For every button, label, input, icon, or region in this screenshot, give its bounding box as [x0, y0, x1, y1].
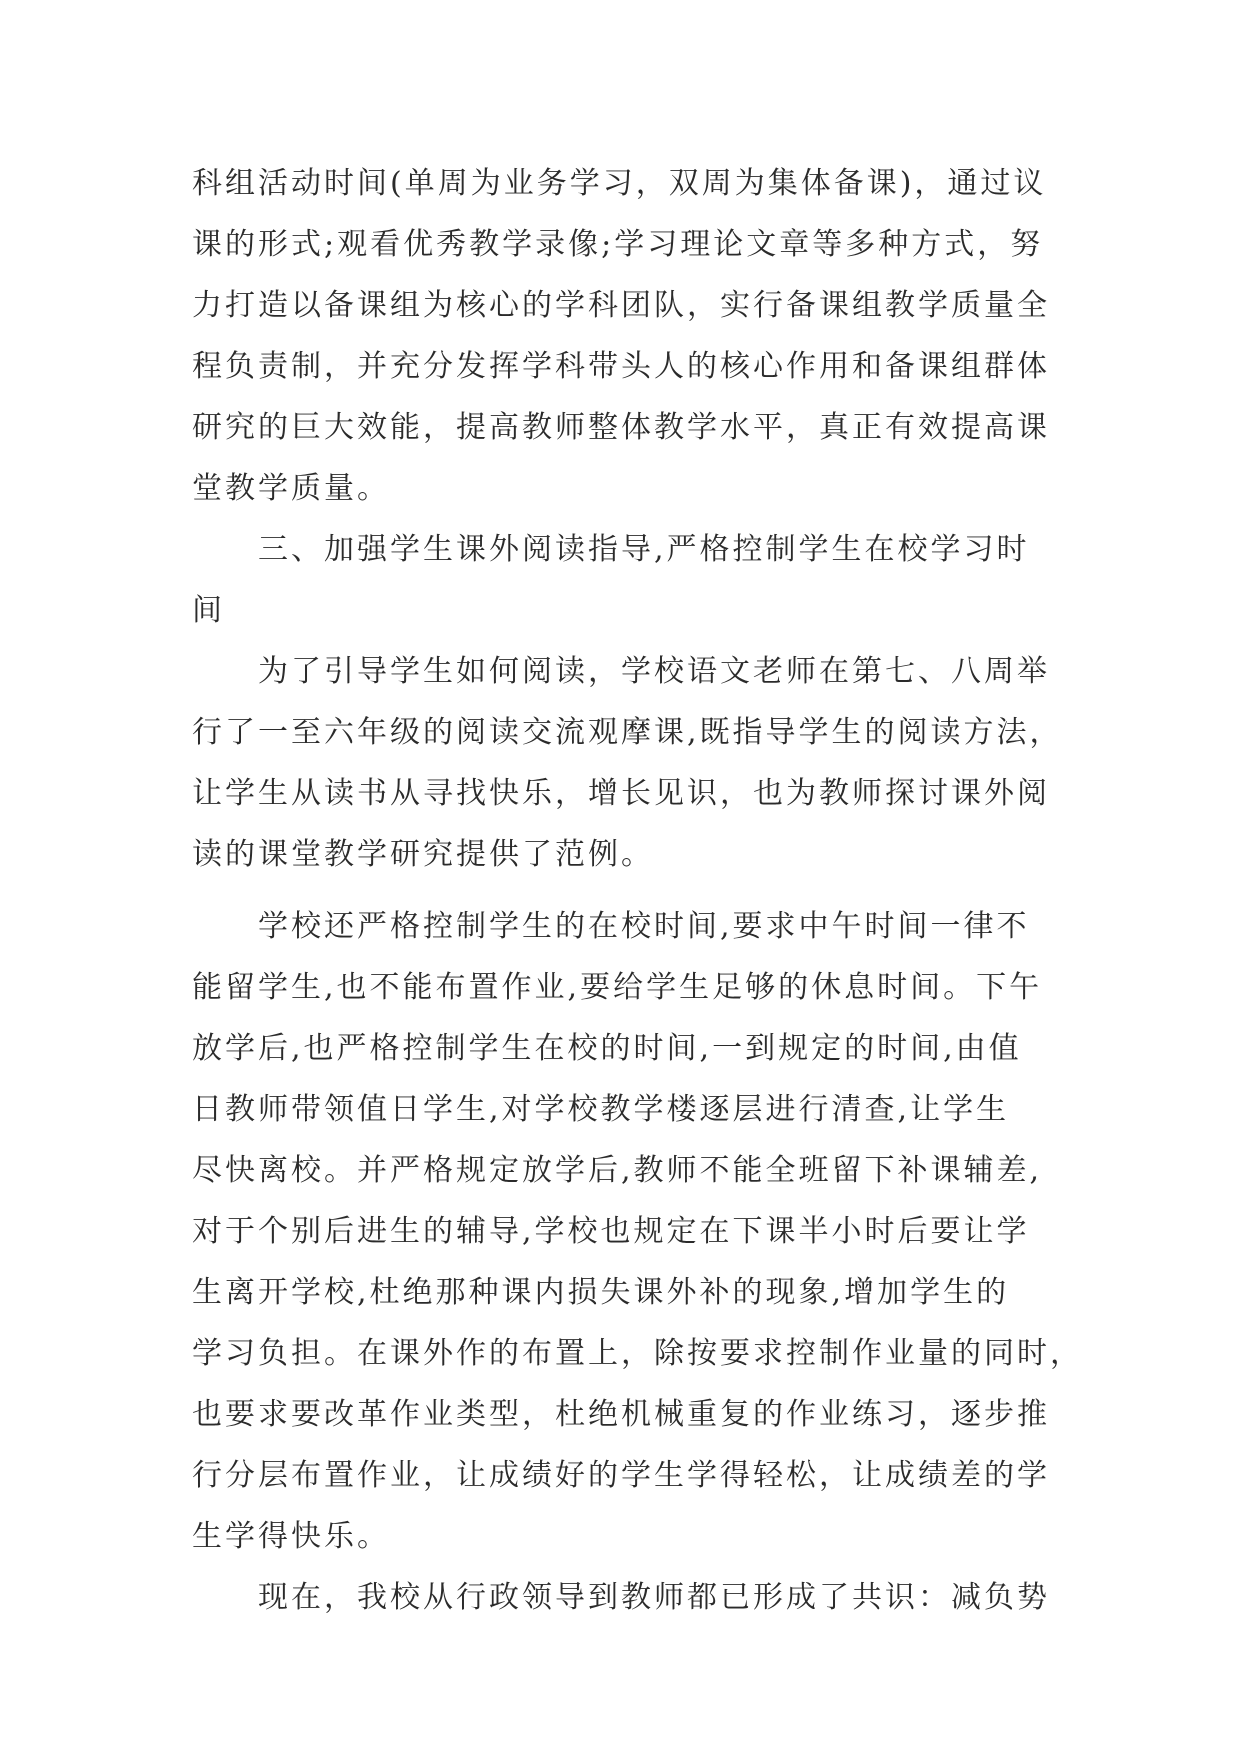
text-line: 力打造以备课组为核心的学科团队，实行备课组教学质量全 [192, 288, 1050, 323]
text-line: 程负责制，并充分发挥学科带头人的核心作用和备课组群体 [192, 349, 1050, 384]
text-line: 对于个别后进生的辅导,学校也规定在下课半小时后要让学 [192, 1214, 1030, 1249]
text-line: 堂教学质量。 [192, 471, 390, 506]
text-line: 为了引导学生如何阅读，学校语文老师在第七、八周举 [258, 654, 1050, 689]
text-line: 日教师带领值日学生,对学校教学楼逐层进行清查,让学生 [192, 1092, 1010, 1127]
text-line: 放学后,也严格控制学生在校的时间,一到规定的时间,由值 [192, 1031, 1022, 1066]
text-line: 行分层布置作业，让成绩好的学生学得轻松，让成绩差的学 [192, 1458, 1050, 1493]
text-line: 让学生从读书从寻找快乐，增长见识，也为教师探讨课外阅 [192, 776, 1050, 811]
text-line: 生离开学校,杜绝那种课内损失课外补的现象,增加学生的 [192, 1275, 1010, 1310]
paragraph-spacer [192, 885, 1052, 896]
text-line: 尽快离校。并严格规定放学后,教师不能全班留下补课辅差, [192, 1153, 1043, 1188]
heading-line: 间 [192, 593, 225, 628]
document-body [192, 153, 1083, 1628]
text-line: 学习负担。在课外作的布置上，除按要求控制作业量的同时， [192, 1336, 1083, 1371]
text-line: 科组活动时间(单周为业务学习，双周为集体备课)，通过议 [192, 166, 1047, 201]
text-line: 能留学生,也不能布置作业,要给学生足够的休息时间。下午 [192, 970, 1043, 1005]
paragraph-2 [192, 641, 1063, 885]
section-heading-3 [192, 519, 1052, 641]
text-line: 也要求要改革作业类型，杜绝机械重复的作业练习，逐步推 [192, 1397, 1050, 1432]
paragraph-1 [192, 153, 1052, 519]
text-line: 读的课堂教学研究提供了范例。 [192, 837, 654, 872]
heading-line: 三、加强学生课外阅读指导,严格控制学生在校学习时 [258, 532, 1030, 567]
paragraph-3 [192, 896, 1083, 1567]
text-line: 课的形式;观看优秀教学录像;学习理论文章等多种方式，努 [192, 227, 1044, 262]
text-line: 研究的巨大效能，提高教师整体教学水平，真正有效提高课 [192, 410, 1050, 445]
paragraph-4 [192, 1567, 1052, 1628]
text-line: 行了一至六年级的阅读交流观摩课,既指导学生的阅读方法， [192, 715, 1063, 750]
text-line: 现在，我校从行政领导到教师都已形成了共识：减负势 [258, 1580, 1050, 1615]
text-line: 生学得快乐。 [192, 1519, 390, 1554]
text-line: 学校还严格控制学生的在校时间,要求中午时间一律不 [258, 909, 1030, 944]
